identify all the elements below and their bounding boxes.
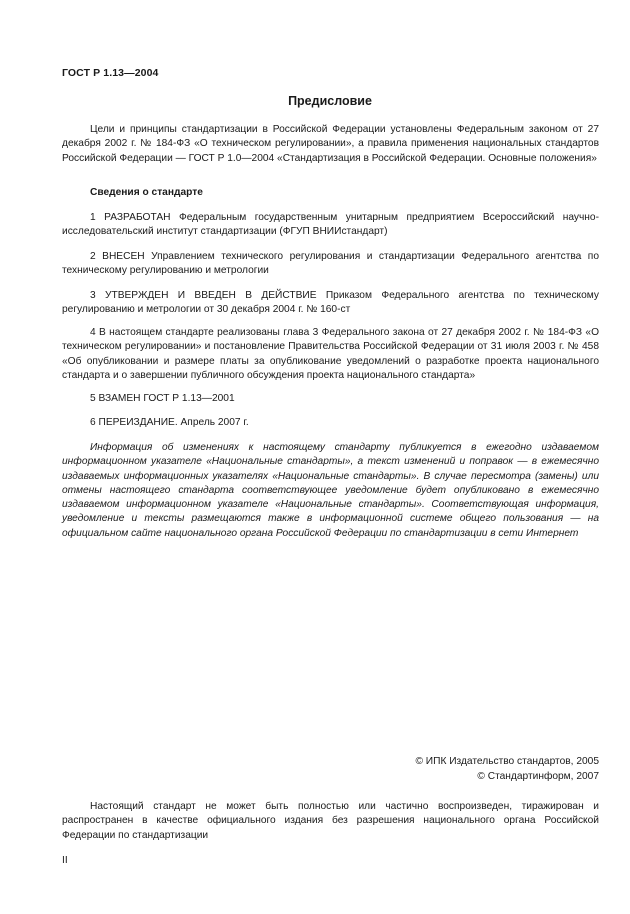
notice-block [62,800,599,843]
list-item: 1 РАЗРАБОТАН Федеральным государственным унитарным предприятием Всероссийский научно-исследовательский институт стандартизации (ФГУП ВНИИстандарт) [62,212,599,238]
item-6-block [62,416,599,430]
item-3-block [62,289,599,318]
list-item: 6 ПЕРЕИЗДАНИЕ. Апрель 2007 г. [90,417,249,428]
copyright-line: © ИПК Издательство стандартов, 2005 [415,756,599,767]
copyright-block [415,754,599,784]
page-number: II [62,855,68,866]
intro-paragraph: Цели и принципы стандартизации в Российской Федерации установлены Федеральным законом от 27 декабря 2002 г. № 184-ФЗ «О техническом регулировании», а правила применения национальных стандартов Российской Федерации — ГОСТ Р 1.0—2004 «Стандартизация в Российской Федерации. Основные положения» [62,124,599,164]
intro-block [62,123,599,166]
item-4-block [62,326,599,383]
info-heading-block [62,186,599,200]
item-5-block [62,392,599,406]
list-item: 2 ВНЕСЕН Управлением технического регулирования и стандартизации Федерального агентства по техническому регулированию и метрологии [62,251,599,277]
item-1-block [62,211,599,240]
list-item: 3 УТВЕРЖДЕН И ВВЕДЕН В ДЕЙСТВИЕ Приказом Федерального агентства по техническому регулированию и метрологии от 30 декабря 2004 г. № 160-ст [62,290,599,316]
page-title: Предисловие [288,94,372,108]
item-2-block [62,250,599,279]
section-heading: Сведения о стандарте [90,187,203,198]
info-paragraph: Информация об изменениях к настоящему стандарту публикуется в ежегодно издаваемом информационном указателе «Национальные стандарты», а текст изменений и поправок — в ежемесячно издаваемых информационных указателях «Национальные стандарты». В случае пересмотра (замены) или отмены настоящего стандарта соответствующее уведомление будет опубликовано в ежемесячно издаваемом информационном указателе «Национальные стандарты». Соответствующая информация, уведомление и тексты размещаются также в информационной системе общего пользования — на официальном сайте национального органа Российской Федерации по стандартизации в сети Интернет [62,442,599,539]
info-italic-block [62,441,599,541]
copyright-line: © Стандартинформ, 2007 [477,771,599,782]
notice-paragraph: Настоящий стандарт не может быть полностью или частично воспроизведен, тиражирован и распространен в качестве официального издания без разрешения национального органа Российской Федерации по стандартизации [62,801,599,841]
list-item: 5 ВЗАМЕН ГОСТ Р 1.13—2001 [90,393,235,404]
document-code: ГОСТ Р 1.13—2004 [62,67,159,79]
list-item: 4 В настоящем стандарте реализованы глава 3 Федерального закона от 27 декабря 2002 г. № 184-ФЗ «О техническом регулировании» и постановление Правительства Российской Федерации от 31 июля 2003 г. № 458 «Об опубликовании и размере платы за опубликование уведомлений о разработке проекта национального стандарта и о завершении публичного обсуждения проекта национального стандарта» [62,327,599,381]
